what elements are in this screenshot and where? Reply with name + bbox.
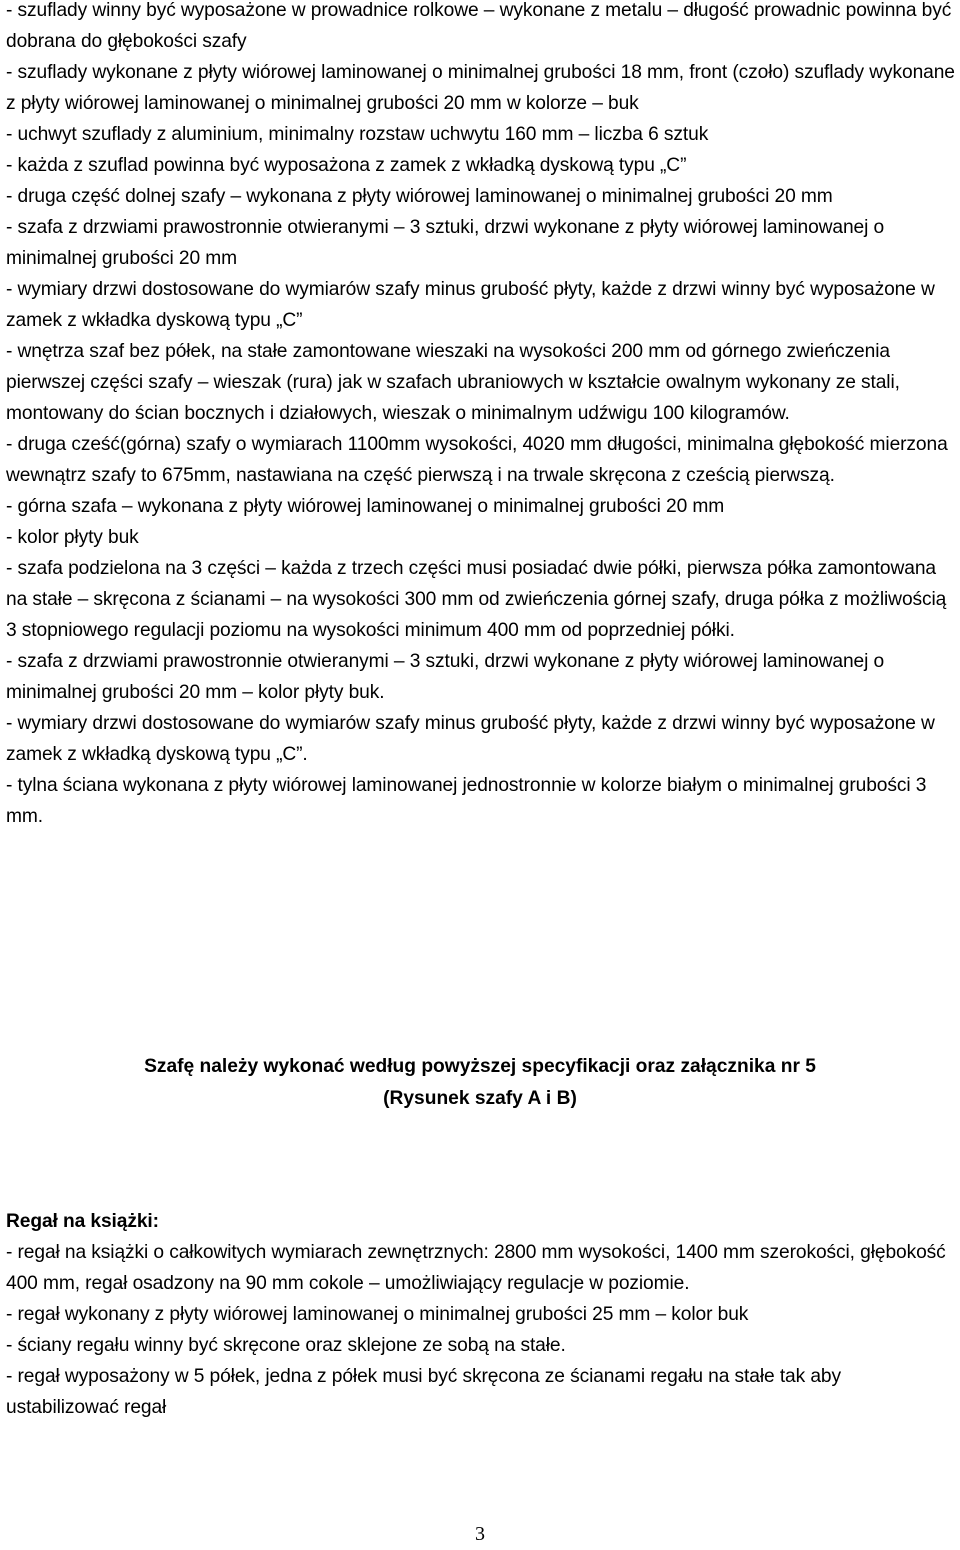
spec-line: - szuflady winny być wyposażone w prowadnice rolkowe – wykonane z metalu – długość prowadnic powinna być dobrana do głębokości szafy: [6, 0, 952, 52]
spec-line: - szafa z drzwiami prawostronnie otwieranymi – 3 sztuki, drzwi wykonane z płyty wiórowej laminowanej o minimalnej grubości 20 mm – kolor płyty buk.: [6, 651, 885, 703]
spec-line: - tylna ściana wykonana z płyty wiórowej laminowanej jednostronnie w kolorze białym o minimalnej grubości 3 mm.: [6, 775, 927, 827]
section-heading: Regał na książki:: [6, 1211, 159, 1232]
spec-line: - szafa z drzwiami prawostronnie otwieranymi – 3 sztuki, drzwi wykonane z płyty wiórowej laminowanej o minimalnej grubości 20 mm: [6, 217, 885, 269]
specification-statement: [0, 1051, 960, 1115]
spec-line: - szuflady wykonane z płyty wiórowej laminowanej o minimalnej grubości 18 mm, front (czoło) szuflady wykonane z płyty wiórowej laminowanej o minimalnej grubości 20 mm w kolorze – buk: [6, 62, 955, 114]
spec-line: - uchwyt szuflady z aluminium, minimalny rozstaw uchwytu 160 mm – liczba 6 sztuk: [6, 124, 709, 145]
spec-line: - wymiary drzwi dostosowane do wymiarów szafy minus grubość płyty, każde z drzwi winny być wyposażone w zamek z wkładka dyskową typu „C”: [6, 279, 935, 331]
bookshelf-section: [6, 1206, 956, 1423]
page-number: 3: [475, 1523, 485, 1545]
spec-line: - ściany regału winny być skręcone oraz sklejone ze sobą na stałe.: [6, 1335, 566, 1356]
spec-line: - druga cześć(górna) szafy o wymiarach 1100mm wysokości, 4020 mm długości, minimalna głębokość mierzona wewnątrz szafy to 675mm, nastawiana na część pierwszą i na trwale skręcona z cześcią pierwszą.: [6, 434, 948, 486]
spec-line: - górna szafa – wykonana z płyty wiórowej laminowanej o minimalnej grubości 20 mm: [6, 496, 725, 517]
spec-line: - wnętrza szaf bez półek, na stałe zamontowane wieszaki na wysokości 200 mm od górnego zwieńczenia pierwszej części szafy – wieszak (rura) jak w szafach ubraniowych w kształcie owalnym wykonany ze stali, montowany do ścian bocznych i działowych, wieszak o minimalnym udźwigu 100 kilogramów.: [6, 341, 900, 424]
spec-line: - regał wyposażony w 5 półek, jedna z półek musi być skręcona ze ścianami regału na stałe tak aby ustabilizować regał: [6, 1366, 841, 1418]
spec-line: - każda z szuflad powinna być wyposażona z zamek z wkładką dyskową typu „C”: [6, 155, 687, 176]
spec-line: - kolor płyty buk: [6, 527, 139, 548]
spec-line: - wymiary drzwi dostosowane do wymiarów szafy minus grubość płyty, każde z drzwi winny być wyposażone w zamek z wkładką dyskową typu „C”.: [6, 713, 935, 765]
spec-line: - regał wykonany z płyty wiórowej laminowanej o minimalnej grubości 25 mm – kolor buk: [6, 1304, 749, 1325]
spec-line: - szafa podzielona na 3 części – każda z trzech części musi posiadać dwie półki, pierwsza półka zamontowana na stałe – skręcona z ścianami – na wysokości 300 mm od zwieńczenia górnej szafy, druga półka z możliwością 3 stopniowego regulacji poziomu na wysokości minimum 400 mm od poprzedniej półki.: [6, 558, 947, 641]
spec-line: - druga część dolnej szafy – wykonana z płyty wiórowej laminowanej o minimalnej grubości 20 mm: [6, 186, 833, 207]
spec-line: - regał na książki o całkowitych wymiarach zewnętrznych: 2800 mm wysokości, 1400 mm szerokości, głębokość 400 mm, regał osadzony na 90 mm cokole – umożliwiający regulacje w poziomie.: [6, 1242, 946, 1294]
statement-line: (Rysunek szafy A i B): [383, 1088, 577, 1109]
wardrobe-specification: [6, 0, 956, 832]
statement-line: Szafę należy wykonać według powyższej specyfikacji oraz załącznika nr 5: [144, 1056, 816, 1077]
